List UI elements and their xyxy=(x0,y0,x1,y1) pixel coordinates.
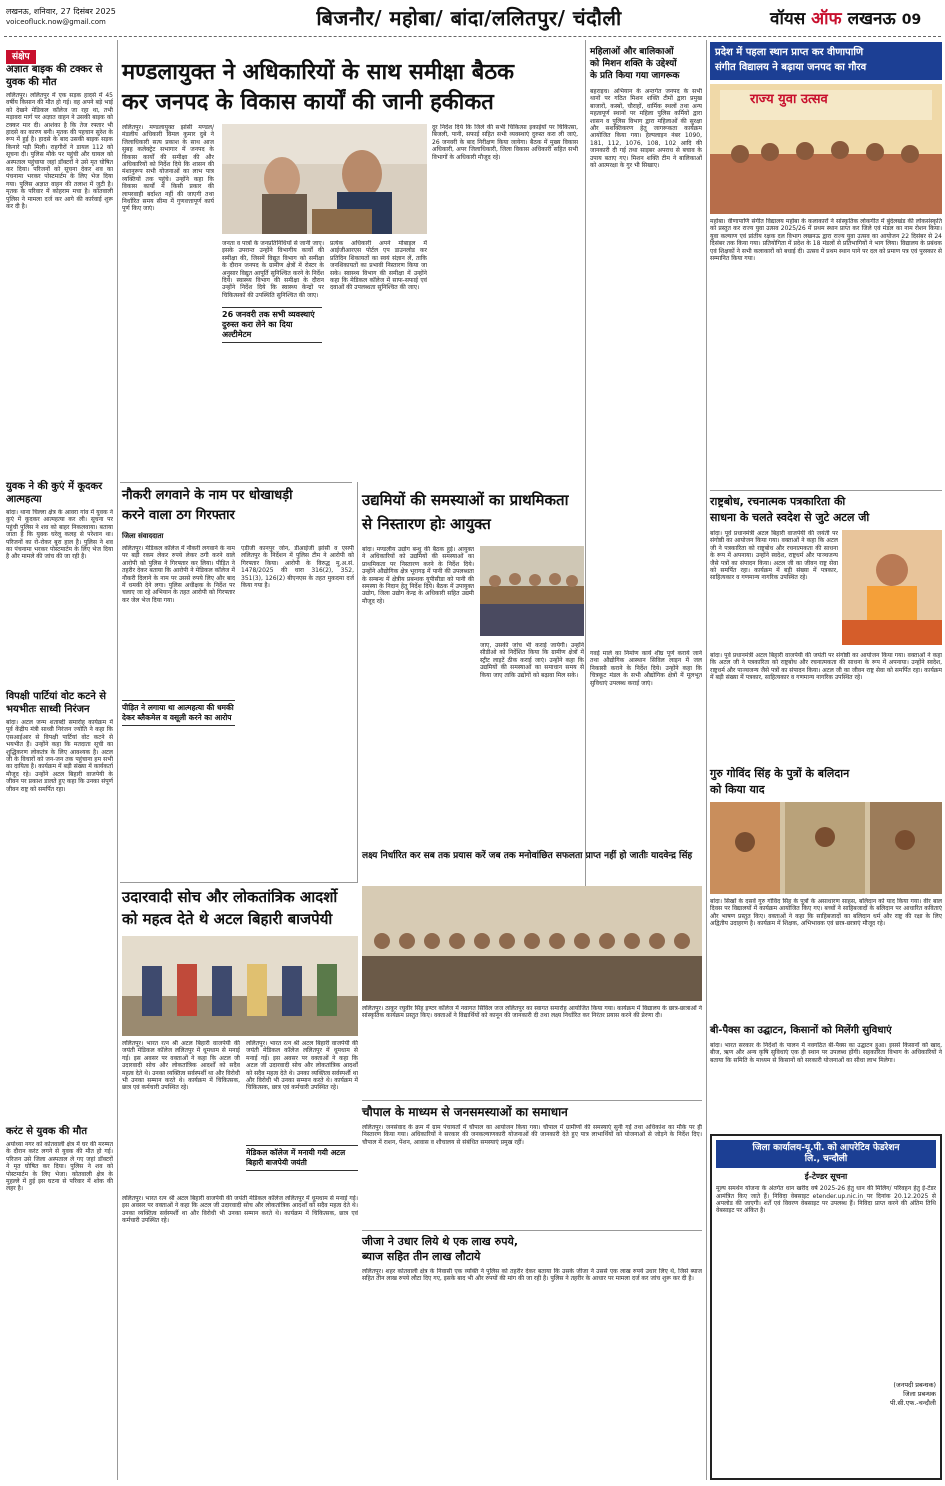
lead-box-note xyxy=(222,307,322,343)
chaupal-headline: चौपाल के माध्यम से जनसमस्याओं का समाधान xyxy=(362,1105,568,1119)
fraud-byline: जिला संवाददाता xyxy=(122,532,164,540)
lead-headline-line-1: मण्डलायुक्त ने अधिकारियों के साथ समीक्षा बैठक xyxy=(122,60,514,85)
rashtrabodh-top-rule xyxy=(710,490,942,491)
brief-1 xyxy=(6,63,113,462)
jhansi-body: ललितपुर। ठाकुर रघुवीर सिंह इण्टर कॉलेज में नवागत सिविल जज ललितपुर का स्वागत समारोह आयोजित किया गया। कार्यक्रम में विद्यालय के छात्र-छात्राओं ने सांस्कृतिक कार्यक्रम प्रस्तुत किए। वक्ताओं ने विद्यार्थियों को कानून की जानकारी दी तथा लक्ष्य निर्धारित कर निरंतर प्रयास करने की प्रेरणा दी। xyxy=(362,1005,702,1020)
rashtrabodh-headline-line-2: साधना के चलते स्वदेश से जुटे अटल जी xyxy=(710,511,870,524)
atal-photo xyxy=(122,936,358,1036)
atal-box-note xyxy=(246,1145,358,1171)
briefs-tag xyxy=(6,44,36,63)
atal-headline xyxy=(122,886,358,930)
atal-box-note-text: मेडिकल कॉलेज में मनायी गयी अटल बिहारी बाजपेयी जयंती xyxy=(246,1145,358,1171)
women-headline xyxy=(590,46,702,82)
udyami-subhead-text: लक्ष्य निर्धारित कर सब तक प्रयास करें जब तक मनोवांछित सफलता प्राप्त नहीं हो जातीः यादवेन्द्र सिंह xyxy=(362,851,693,861)
loan-headline-line-1: जीजा ने उधार लिये थे एक लाख रुपये, xyxy=(362,1235,519,1248)
date-line xyxy=(6,6,206,28)
tender-org-header xyxy=(716,1140,936,1168)
atal-headline-line-1: उदारवादी सोच और लोकतांत्रिक आदर्शो xyxy=(122,888,338,906)
fraud-headline xyxy=(122,486,354,526)
tender-org-line-2: लि., चन्दौली xyxy=(804,1153,848,1164)
atal-body-continued: ललितपुर। भारत रत्न श्री अटल बिहारी वाजपेयी की जयंती मेडिकल कॉलेज ललितपुर में धूमधाम से मनाई गई। इस अवसर पर वक्ताओं ने कहा कि अटल जी उदारवादी सोच और लोकतांत्रिक आदर्शों को सदैव महत्व देते थे। उनका व्यक्तित्व सर्वस्पर्शी था और विरोधी भी उनका सम्मान करते थे। कार्यक्रम में चिकित्सक, छात्र एवं कर्मचारी उपस्थित रहे। xyxy=(122,1195,358,1225)
udyami-subhead xyxy=(362,850,702,862)
rashtrabodh-body-continued: बांदा। पूर्व प्रधानमंत्री अटल बिहारी वाजपेयी की जयंती पर संगोष्ठी का आयोजन किया गया। वक्ताओं ने कहा कि अटल जी ने पत्रकारिता को राष्ट्रबोध और रचनात्मकता की साधना के रूप में अपनाया। उन्होंने स्वदेश, राष्ट्रधर्म और पाञ्चजन्य जैसे पत्रों का संपादन किया। अटल जी का जीवन राष्ट्र सेवा को समर्पित रहा। कार्यक्रम में बड़ी संख्या में पत्रकार, साहित्यकार व गणमान्य नागरिक उपस्थित रहे। xyxy=(710,652,942,682)
brief-2 xyxy=(6,480,113,679)
rashtrabodh-headline xyxy=(710,494,942,526)
brief-4-headline: करंट से युवक की मौत xyxy=(6,1126,88,1137)
loan-headline-line-2: ब्याज सहित तीन लाख लौटाये xyxy=(362,1250,481,1263)
tender-signature-line-1: (जनपदी प्रबन्धक) xyxy=(893,1381,936,1390)
women-headline-line-2: को मिशन शक्ति के उद्देश्यों xyxy=(590,59,677,69)
guru-headline-line-2: को किया याद xyxy=(710,783,765,796)
brief-4 xyxy=(6,1125,113,1481)
fraud-headline-line-1: नौकरी लगवाने के नाम पर धोखाधड़ी xyxy=(122,488,293,503)
lead-body-col-1: ललितपुर। मण्डलायुक्त झांसी मण्डल/मंडलीय अधिकारी विमल कुमार दुबे ने जिलाधिकारी सत्य प्रकाश के साथ आज सुबह कलेक्ट्रेट सभागार में जनपद के विकास कार्यों की समीक्षा की और अधिकारियों को निर्देश दिये कि शासन की मंशानुरूप सभी योजनाओं का लाभ पात्र व्यक्तियों तक पहुंचे। उन्होंने कहा कि विकास कार्यों में किसी प्रकार की लापरवाही बर्दाश्त नहीं की जाएगी तथा निर्धारित समय सीमा में गुणवत्तापूर्ण कार्य पूर्ण किए जाएं। xyxy=(122,124,214,213)
brief-4-body: अयोध्या नगर को कोतवाली क्षेत्र में घर की मरम्मत के दौरान करंट लगने से युवक की मौत हो गई। परिजन उसे जिला अस्पताल ले गए जहां डॉक्टरों ने मृत घोषित कर दिया। पुलिस ने शव को पोस्टमार्टम के लिए भेजा। कोतवाली क्षेत्र के मुहल्ले में हुई इस घटना से परिवार में शोक की लहर है। xyxy=(6,1141,113,1193)
loan-body: ललितपुर। शहर कोतवाली क्षेत्र के निवासी एक व्यक्ति ने पुलिस को तहरीर देकर बताया कि उसके जीजा ने उससे एक लाख रुपये उधार लिए थे, जिसे ब्याज सहित तीन लाख रुपये लौटा दिए गए, इसके बाद भी और रुपयों की मांग की जा रही है। पुलिस ने तहरीर के आधार पर मामला दर्ज कर जांच शुरू कर दी है। xyxy=(362,1268,702,1283)
chaupal-top-rule xyxy=(362,1100,702,1101)
tender-org-line-1: जिला कार्यालय-यू.पी. को आपरेटिव फेडरेशन xyxy=(752,1143,900,1153)
loan-top-rule xyxy=(362,1230,702,1231)
rashtrabodh-body: बांदा। पूर्व प्रधानमंत्री अटल बिहारी वाजपेयी की जयंती पर संगोष्ठी का आयोजन किया गया। वक्ताओं ने कहा कि अटल जी ने पत्रकारिता को राष्ट्रबोध और रचनात्मकता की साधना के रूप में अपनाया। उन्होंने स्वदेश, राष्ट्रधर्म और पाञ्चजन्य जैसे पत्रों का संपादन किया। अटल जी का जीवन राष्ट्र सेवा को समर्पित रहा। कार्यक्रम में बड़ी संख्या में पत्रकार, साहित्यकार व गणमान्य नागरिक उपस्थित रहे। xyxy=(710,530,838,582)
page-number: 09 xyxy=(901,12,922,28)
brief-3 xyxy=(6,690,113,1099)
guru-body: बांदा। सिखों के दसवें गुरु गोविंद सिंह के पुत्रों के असाधारण साहस, बलिदान को याद किया गया। वीर बाल दिवस पर विद्यालयों में कार्यक्रम आयोजित किए गए। बच्चों ने साहिबजादों के बलिदान पर आधारित कविताएं और भाषण प्रस्तुत किए। वक्ताओं ने कहा कि साहिबजादों का बलिदान धर्म और राष्ट्र की रक्षा के लिए अद्वितीय उदाहरण है। कार्यक्रम में शिक्षक, अभिभावक एवं छात्र-छात्राएं मौजूद रहे। xyxy=(710,898,942,928)
vinapani-headline-box xyxy=(710,42,942,80)
lead-body-col-3: प्रत्येक अधिकारी अपने मोबाइल में आईजीआरएस पोर्टल एप डाउनलोड कर प्रतिदिन शिकायतों का स्वयं संज्ञान लें, ताकि जनशिकायतों का प्रभावी निस्तारण किया जा सके। स्वास्थ्य विभाग की समीक्षा में उन्होंने कहा कि मेडिकल कॉलेज में साफ-सफाई एवं दवाओं की उपलब्धता सुनिश्चित की जाए। xyxy=(330,240,427,292)
udyami-body-col-3: गवई माले का निर्माण कार्य शीघ्र पूर्ण कराये जाने तथा औद्योगिक आस्थान सिविल लाइन में जल निकासी कराने के निर्देश दिये। उन्होंने कहा कि चित्रकूट मंडल के सभी औद्योगिक क्षेत्रों में मूलभूत सुविधाएं उपलब्ध कराई जाएं। xyxy=(590,650,702,687)
fraud-body-col-1: ललितपुर। मेडिकल कॉलेज में नौकरी लगवाने के नाम पर बड़ी रकम लेकर रुपये लेकर ठगी करने वाले आरोपी को पुलिस ने गिरफ्तार कर लिया। पीड़ित ने तहरीर देकर बताया कि आरोपी ने मेडिकल कॉलेज में नौकरी दिलाने के नाम पर उससे रुपये लिए और बाद में धमकी देने लगा। पुलिस अधीक्षक के निर्देश पर चलाए जा रहे अभियान के तहत आरोपी को गिरफ्तार कर जेल भेज दिया गया। xyxy=(122,545,235,604)
brief-3-headline: विपक्षी पार्टियां वोट कटने से भयभीतः साध्वी निरंजन xyxy=(6,691,107,715)
loan-headline xyxy=(362,1234,702,1264)
udyami-body-col-2: जाए, उसकी जांच भी कराई जायेगी। उन्होंने सीडीओ को निर्देशित किया कि ग्रामीण क्षेत्रों में स्ट्रीट लाइटें ठीक कराई जाएं। उन्होंने कहा कि उद्यमियों की समस्याओं का समाधान समय से किया जाए ताकि उद्योगों को बढ़ावा मिल सके। xyxy=(480,642,584,679)
atal-body-col-2: ललितपुर। भारत रत्न श्री अटल बिहारी वाजपेयी की जयंती मेडिकल कॉलेज ललितपुर में धूमधाम से मनाई गई। इस अवसर पर वक्ताओं ने कहा कि अटल जी उदारवादी सोच और लोकतांत्रिक आदर्शों को सदैव महत्व देते थे। उनका व्यक्तित्व सर्वस्पर्शी था और विरोधी भी उनका सम्मान करते थे। कार्यक्रम में चिकित्सक, छात्र एवं कर्मचारी उपस्थित रहे। xyxy=(246,1040,358,1092)
women-headline-line-1: महिलाओं और बालिकाओं xyxy=(590,47,674,57)
women-headline-line-3: के प्रति किया गया जागरूक xyxy=(590,71,680,81)
brand-word-2: ऑफ xyxy=(811,9,842,29)
section-tag-label: संक्षेप xyxy=(6,50,36,64)
vinapani-banner-text: राज्य युवा उत्सव xyxy=(750,92,828,107)
udyami-photo xyxy=(480,546,584,636)
guru-headline xyxy=(710,766,942,798)
date-text: लखनऊ, शनिवार, 27 दिसंबर 2025 xyxy=(6,7,116,16)
brand-logo xyxy=(770,6,921,29)
bpacs-headline: बी-पैक्स का उद्घाटन, किसानों को मिलेंगी सुविधाएं xyxy=(710,1025,892,1036)
atal-headline-line-2: को महत्व देते थे अटल बिहारी बाजपेयी xyxy=(122,910,333,928)
brief-1-body: ललितपुर। ललितपुर में एक सड़क हादसे में 45 वर्षीय किसान की मौत हो गई। वह अपने बड़े भाई को देखने मेडिकल कॉलेज जा रहा था, तभी मड़ावरा मार्ग पर अज्ञात वाहन ने उसकी बाइक को टक्कर मार दी। आशंका है कि तेज रफ्तार भी हादसे का कारण बनी। मृतक की पहचान सुरेश के रूप में हुई है। हादसे के बाद उसकी बाइक सड़क किनारे पड़ी मिली। राहगीरों ने डायल 112 को सूचना दी। पुलिस मौके पर पहुंची और घायल को अस्पताल पहुंचाया जहां डॉक्टरों ने उसे मृत घोषित कर दिया। परिजनों को सूचना देकर शव का पंचनामा भरकर पोस्टमार्टम के लिए भेज दिया गया। पुलिस अज्ञात वाहन की तलाश में जुटी है। मृतक के परिवार में कोहराम मचा है। कोतवाली पुलिस ने मामला दर्ज कर आगे की कार्रवाई शुरू कर दी है। xyxy=(6,92,113,211)
udyami-headline-line-2: से निस्तारण होः आयुक्त xyxy=(362,515,491,533)
brand-word-1: वॉयस xyxy=(770,9,806,29)
udyami-headline xyxy=(362,488,584,536)
rashtrabodh-photo xyxy=(842,530,942,645)
rashtrabodh-headline-line-1: राष्ट्रबोध, रचनात्मक पत्रकारिता की xyxy=(710,495,846,508)
brief-2-headline: युवक ने की कुएं में कूदकर आत्महत्या xyxy=(6,481,103,505)
right-column-divider xyxy=(706,40,707,1480)
center-right-divider xyxy=(585,40,586,900)
lead-photo xyxy=(222,124,427,234)
brief-2-body: बांदा। थाना चिल्ला क्षेत्र के आवरा गांव में युवक ने कुएं में कूदकर आत्महत्या कर ली। सूचना पर पहुंची पुलिस ने शव को बाहर निकलवाया। बताया जाता है कि युवक घरेलू कलह से परेशान था। परिजनों का रो-रोकर बुरा हाल है। पुलिस ने शव का पंचनामा भरकर पोस्टमार्टम के लिए भेज दिया है और मामले की जांच की जा रही है। xyxy=(6,509,113,561)
bpacs-body: बांदा। भारत सरकार के निर्देशों के पालन में नवगठित बी-पैक्स का उद्घाटन हुआ। इससे किसानों को खाद, बीज, ऋण और अन्य कृषि सुविधाएं एक ही स्थान पर उपलब्ध होंगी। सहकारिता विभाग के अधिकारियों ने बताया कि समिति के माध्यम से किसानों को सरकारी योजनाओं का सीधा लाभ मिलेगा। xyxy=(710,1042,942,1064)
fraud-box-note-text: पीड़ित ने लगाया था आत्महत्या की धमकी देकर ब्लैकमेल व वसूली करने का आरोप xyxy=(122,700,235,726)
brand-word-3: लखनऊ xyxy=(847,9,896,29)
tender-notice-title: ई-टेण्डर सूचना xyxy=(804,1171,848,1181)
lead-box-note-text: 26 जनवरी तक सभी व्यवस्थाएं दुरुस्त करा लेने का दिया अल्टीमेटम xyxy=(222,307,322,343)
tender-notice xyxy=(710,1134,942,1480)
guru-headline-line-1: गुरु गोविंद सिंह के पुत्रों के बलिदान xyxy=(710,767,850,780)
districts-banner xyxy=(254,4,684,31)
vinapani-headline-line-1: प्रदेश में पहला स्थान प्राप्त कर वीणापाणि xyxy=(715,47,864,58)
fraud-box-note xyxy=(122,700,235,726)
tender-body: मूल्य समर्थन योजना के अंतर्गत धान खरीद वर्ष 2025-26 हेतु धान की मिलिंग/ परिवहन हेतु ई-टेंडर आमंत्रित किए जाते हैं। निविदा वेबसाइट etender.up.nic.in पर दिनांक 20.12.2025 से अपलोड की जाएगी। शर्तें एवं विवरण वेबसाइट पर उपलब्ध हैं। निविदा प्राप्त करने की अंतिम तिथि वेबसाइट पर अंकित है। xyxy=(716,1185,936,1215)
udyami-body-col-1: बांदा। मण्डलीय उद्योग बन्धु की बैठक हुई। आयुक्त ने अधिकारियों को उद्यमियों की समस्याओं का प्राथमिकता पर निस्तारण करने के निर्देश दिये। उन्होंने औद्योगिक क्षेत्र भूरागढ़ में पानी की उपलब्धता के सम्बन्ध में क्षेत्रीय प्रबन्धक यूपीसीडा को पानी की समस्या के निदान हेतु निर्देश दिये। बैठक में उपायुक्त उद्योग, जिला उद्योग केन्द्र के अधिकारी सहित उद्यमी मौजूद रहे। xyxy=(362,546,474,605)
vinapani-body: महोबा। वीणापाणि संगीत विद्यालय महोबा के कलाकारों ने सांस्कृतिक लोकगीत में बुंदेलखंड की लोकसंस्कृति को प्रस्तुत कर राज्य युवा उत्सव 2025/26 में प्रथम स्थान प्राप्त कर जिले एवं मंडल का नाम रोशन किया। युवा कल्याण एवं प्रांतीय रक्षक दल विभाग लखनऊ द्वारा राज्य युवा उत्सव का आयोजन 22 दिसंबर से 24 दिसंबर तक किया गया। प्रतियोगिता में प्रदेश के 18 मंडलों से प्रतिभागियों ने भाग लिया। विद्यालय के प्रबंधक एवं शिक्षकों ने सभी कलाकारों को बधाई दी। उत्सव में प्रथम स्थान पाने पर दल को प्रमाण पत्र एवं पुरस्कार से सम्मानित किया गया। xyxy=(710,218,942,263)
lead-body-col-4: दूर निर्देश दिये कि जिले की सभी चिकित्सा इकाईयों पर चिकित्सा, बिजली, पानी, सफाई सहित सभी व्यवस्थाएं दुरुस्त करा ली जाएं, 26 जनवरी के बाद निरीक्षण किया जायेगा। बैठक में मुख्य विकास अधिकारी, अपर जिलाधिकारी, जिला विकास अधिकारी सहित सभी विभागों के अधिकारी मौजूद रहे। xyxy=(432,124,578,161)
vinapani-photo xyxy=(710,84,942,214)
women-body: बहराइच। अभियान के अन्तर्गत जनपद के सभी थानों पर गठित मिशन शक्ति टीमों द्वारा प्रमुख बाजारों, कस्बों, चौराहों, धार्मिक स्थलों तथा अन्य महत्वपूर्ण स्थानों पर महिला पुलिस कर्मियों द्वारा शासन व पुलिस विभाग द्वारा महिलाओं की सुरक्षा और सशक्तिकरण हेतु जागरूकता कार्यक्रम आयोजित किया गया। हेल्पलाइन नंबर 1090, 181, 112, 1076, 108, 102 आदि की जानकारी दी गई तथा साइबर अपराध से बचाव के उपाय बताए गए। मिशन शक्ति टीम ने बालिकाओं को आत्मरक्षा के गुर भी सिखाए। xyxy=(590,88,702,170)
tender-signature xyxy=(716,1381,936,1408)
vinapani-headline-line-2: संगीत विद्यालय ने बढ़ाया जनपद का गौरव xyxy=(715,62,867,73)
tender-signature-line-2: जिला प्रबन्धक xyxy=(903,1390,936,1399)
lead-headline xyxy=(122,58,582,118)
left-column-divider xyxy=(117,40,118,1480)
fraud-right-divider xyxy=(357,482,358,882)
tender-signature-line-3: पी.सी.एफ.-चन्दौली xyxy=(890,1399,936,1408)
chaupal-body: ललितपुर। जनसंवाद के क्रम में ग्राम पंचायतों में चौपाल का आयोजन किया गया। चौपाल में ग्रामीणों की समस्याएं सुनी गईं तथा अधिकांश का मौके पर ही निस्तारण किया गया। अधिकारियों ने सरकार की जनकल्याणकारी योजनाओं की जानकारी देते हुए पात्र लाभार्थियों को योजनाओं से जोड़ने के निर्देश दिए। चौपाल में राशन, पेंशन, आवास व शौचालय से संबंधित समस्याएं प्रमुख रहीं। xyxy=(362,1124,702,1146)
districts-text: बिजनौर/ महोबा/ बांदा/ललितपुर/ चंदौली xyxy=(316,6,622,30)
guru-photo xyxy=(710,802,942,894)
lead-headline-line-2: कर जनपद के विकास कार्यों की जानी हकीकत xyxy=(122,90,494,115)
fraud-headline-line-2: करने वाला ठग गिरफ्तार xyxy=(122,508,235,523)
fraud-body-col-2: एडीजी कानपुर जोन, डीआईजी झांसी व एसपी ललितपुर के निर्देशन में पुलिस टीम ने आरोपी को गिरफ्तार किया। आरोपी के विरुद्ध मु.अ.सं. 1478/2025 की धारा 316(2), 352, 351(3), 126(2) बीएनएस के तहत मुकदमा दर्ज किया गया है। xyxy=(241,545,354,590)
udyami-headline-line-1: उद्यमियों की समस्याओं का प्राथमिकता xyxy=(362,491,569,509)
lead-body-col-2: जनता व पात्रों के जनप्रतिनिधियों से जानी जाए। इसके उपरान्त उन्होंने विभागीय कार्यों की समीक्षा की, जिसमें विद्युत विभाग को समीक्षा के दौरान जनपद के ग्रामीण क्षेत्रों में रोस्टर के अनुसार विद्युत आपूर्ति सुनिश्चित करने के निर्देश दिये। स्वास्थ्य विभाग की समीक्षा के दौरान उन्होंने निर्देश दिये कि स्वास्थ्य केन्द्रों पर चिकित्सकों की उपस्थिति सुनिश्चित की जाए। xyxy=(222,240,324,299)
atal-body-col-1: ललितपुर। भारत रत्न श्री अटल बिहारी वाजपेयी की जयंती मेडिकल कॉलेज ललितपुर में धूमधाम से मनाई गई। इस अवसर पर वक्ताओं ने कहा कि अटल जी उदारवादी सोच और लोकतांत्रिक आदर्शों को सदैव महत्व देते थे। उनका व्यक्तित्व सर्वस्पर्शी था और विरोधी भी उनका सम्मान करते थे। कार्यक्रम में चिकित्सक, छात्र एवं कर्मचारी उपस्थित रहे। xyxy=(122,1040,240,1092)
fraud-top-rule xyxy=(120,482,352,483)
email-text: voiceofluck.now@gmail.com xyxy=(6,18,106,26)
jhansi-photo xyxy=(362,886,702,1001)
brief-3-body: बांदा। अटल जन्म शताब्दी समारोह कार्यक्रम में पूर्व केंद्रीय मंत्री साध्वी निरंजन ज्योति ने कहा कि एसआईआर से विपक्षी पार्टियां वोट कटने से भयभीत हैं। उन्होंने कहा कि मतदाता सूची का शुद्धिकरण लोकतंत्र के लिए आवश्यक है। अटल जी के विचारों को जन-जन तक पहुंचाना हम सभी का दायित्व है। कार्यक्रम में बड़ी संख्या में कार्यकर्ता मौजूद रहे। उन्होंने अटल बिहारी वाजपेयी के जीवन पर प्रकाश डालते हुए कहा कि उनका संपूर्ण जीवन राष्ट्र को समर्पित रहा। xyxy=(6,719,113,793)
masthead-divider xyxy=(4,36,941,37)
atal-top-rule xyxy=(120,882,358,883)
brief-1-headline: अज्ञात बाइक की टक्कर से युवक की मौत xyxy=(6,64,103,88)
